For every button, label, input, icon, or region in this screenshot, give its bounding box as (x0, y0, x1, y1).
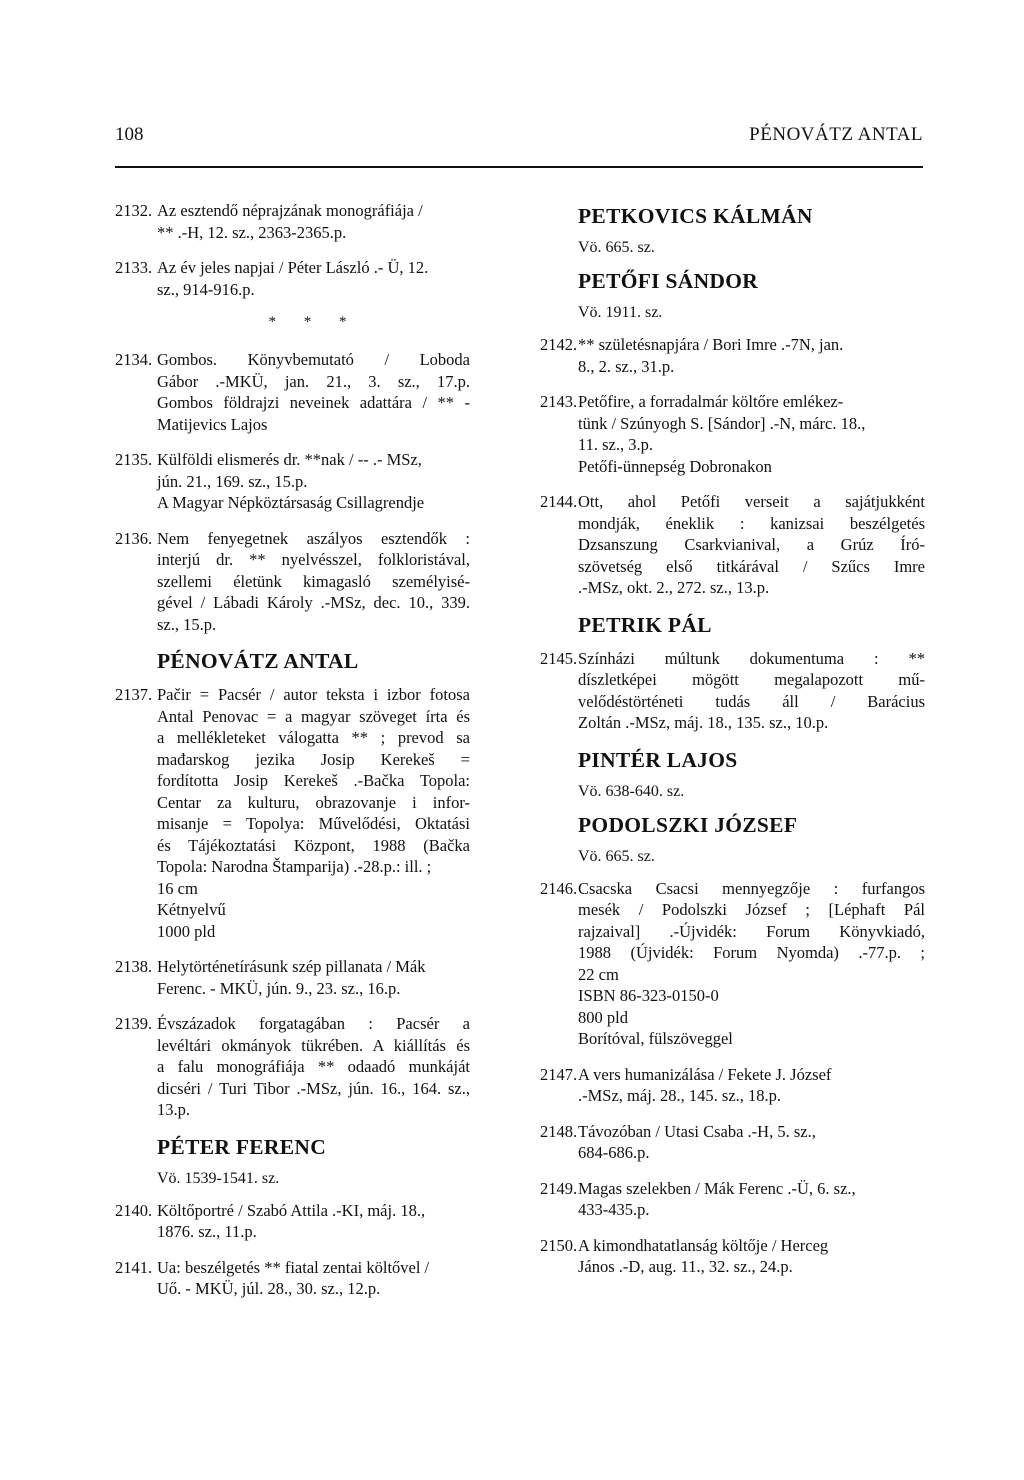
cross-reference: Vö. 665. sz. (578, 847, 655, 865)
author-heading: PÉTER FERENC (157, 1134, 327, 1159)
entry-line: Magas szelekben / Mák Ferenc .-Ü, 6. sz., (578, 1178, 856, 1198)
cross-reference: Vö. 1539-1541. sz. (157, 1169, 280, 1187)
entry-line: 22 cm (578, 964, 619, 984)
entry-line: a mellékleteket válogatta ** ; prevod sa (157, 728, 470, 747)
entry-line: mesék / Podolszki József ; [Léphaft Pál (578, 900, 925, 919)
entry-line: a falu monográfiája ** odaadó munkáját (157, 1057, 470, 1076)
entry-2142 (540, 334, 925, 377)
entry-number: 2136. (115, 528, 153, 548)
entry-number: 2144. (540, 492, 578, 511)
entry-2138 (115, 956, 470, 999)
entry-line: ISBN 86-323-0150-0 (578, 986, 719, 1005)
entry-line: Centar za kulturu, obrazovanje i infor- (157, 792, 470, 812)
section-separator: * * * (268, 314, 359, 330)
entry-line: 8., 2. sz., 31.p. (578, 356, 675, 376)
entry-number: 2143. (540, 392, 578, 411)
entry-2145 (540, 648, 925, 734)
entry-line: Petőfi-ünnepség Dobronakon (578, 456, 772, 476)
entry-line: sz., 15.p. (157, 614, 217, 634)
header-rule (115, 166, 923, 168)
entry-line: jún. 21., 169. sz., 15.p. (157, 471, 308, 491)
entry-line: dicséri / Turi Tibor .-MSz, jún. 16., 164. sz., (157, 1078, 470, 1098)
entry-2137 (115, 684, 470, 942)
entry-number: 2148. (540, 1121, 578, 1141)
entry-line: szövetség első titkárával / Szűcs Imre (578, 556, 925, 576)
entry-line: Nem fenyegetnek aszályos esztendők : (157, 528, 470, 548)
entry-number: 2134. (115, 350, 153, 369)
author-heading: PÉNOVÁTZ ANTAL (157, 649, 359, 673)
entry-line: 433-435.p. (578, 1200, 650, 1219)
entry-line: Antal Penovac = a magyar szöveget írta és (157, 706, 470, 726)
entry-line: 16 cm (157, 878, 198, 898)
cross-reference: Vö. 665. sz. (578, 239, 655, 256)
entry-line: Uő. - MKÜ, júl. 28., 30. sz., 12.p. (157, 1279, 381, 1298)
entry-line: Topola: Narodna Štamparija) .-28.p.: ill. ; (157, 857, 432, 876)
cross-reference: Vö. 638-640. sz. (578, 782, 685, 800)
entry-line: A Magyar Népköztársaság Csillagrendje (157, 493, 425, 512)
entry-2147 (540, 1064, 925, 1107)
entry-line: ** .-H, 12. sz., 2363-2365.p. (157, 222, 347, 242)
entry-line: 1876. sz., 11.p. (157, 1222, 257, 1241)
entry-2141 (115, 1257, 470, 1300)
running-title: PÉNOVÁTZ ANTAL (749, 124, 923, 145)
entry-line: Ua: beszélgetés ** fiatal zentai költővel / (157, 1257, 430, 1277)
entry-2150 (540, 1235, 925, 1278)
entry-2134 (115, 349, 470, 435)
entry-line: 11. sz., 3.p. (578, 435, 654, 454)
entry-2139 (115, 1013, 470, 1121)
entry-line: szellemi életünk kimagasló személyisé- (157, 571, 470, 591)
running-head (115, 124, 923, 152)
entry-line: Pačir = Pacsér / autor teksta i izbor fotosa (157, 685, 470, 704)
entry-number: 2133. (115, 258, 153, 277)
entry-2135 (115, 449, 470, 514)
entry-2136 (115, 528, 470, 636)
entry-line: 684-686.p. (578, 1143, 650, 1162)
entry-line: ** születésnapjára / Bori Imre .-7N, jan. (578, 335, 844, 354)
entry-line: Gombos. Könyvbemutató / Loboda (157, 350, 470, 369)
entry-line: Borítóval, fülszöveggel (578, 1029, 733, 1048)
entry-line: Az év jeles napjai / Péter László .- Ü, 12. (157, 258, 429, 277)
entry-line: Gombos földrajzi neveinek adattára / ** - (157, 393, 470, 412)
entry-line: díszletképei mögött megalapozott mű- (578, 670, 925, 689)
entry-line: fordította Josip Kerekeš .-Bačka Topola: (157, 771, 470, 790)
entry-line: Évszázadok forgatagában : Pacsér a (157, 1014, 470, 1033)
entry-line: 1000 pld (157, 921, 216, 941)
entry-line: Kétnyelvű (157, 900, 226, 919)
entry-number: 2145. (540, 648, 578, 668)
entry-line: interjú dr. ** nyelvésszel, folkloristával, (157, 550, 470, 569)
entry-line: Ott, ahol Petőfi verseit a sajátjukként (578, 492, 925, 511)
entry-number: 2146. (540, 878, 578, 898)
entry-number: 2138. (115, 957, 153, 976)
right-column (540, 200, 925, 1292)
entry-line: Távozóban / Utasi Csaba .-H, 5. sz., (578, 1121, 816, 1141)
entry-line: rajzaival] .-Újvidék: Forum Könyvkiadó, (578, 921, 925, 941)
author-heading: PETRIK PÁL (578, 612, 712, 637)
entry-line: Helytörténetírásunk szép pillanata / Mák (157, 957, 426, 976)
entry-2149 (540, 1178, 925, 1221)
entry-line: velődéstörténeti tudás áll / Barácius (578, 691, 925, 711)
entry-line: tünk / Szúnyogh S. [Sándor] .-N, márc. 18., (578, 413, 866, 433)
entry-line: 1988 (Újvidék: Forum Nyomda) .-77.p. ; (578, 943, 925, 962)
entry-line: A kimondhatatlanság költője / Herceg (578, 1235, 829, 1255)
entry-number: 2140. (115, 1200, 153, 1220)
entry-2133 (115, 257, 470, 300)
entry-number: 2149. (540, 1178, 578, 1198)
entry-line: János .-D, aug. 11., 32. sz., 24.p. (578, 1257, 793, 1276)
author-heading: PETŐFI SÁNDOR (578, 269, 759, 293)
entry-line: Csacska Csacsi mennyegzője : furfangos (578, 878, 925, 898)
entry-2143 (540, 391, 925, 477)
entry-2144 (540, 491, 925, 599)
author-heading: PINTÉR LAJOS (578, 747, 738, 772)
entry-2148 (540, 1121, 925, 1164)
entry-2132 (115, 200, 470, 243)
entry-line: Petőfire, a forradalmár költőre emlékez- (578, 392, 844, 411)
entry-line: mađarskog jezika Josip Kerekeš = (157, 749, 470, 769)
entry-line: Zoltán .-MSz, máj. 18., 135. sz., 10.p. (578, 713, 829, 732)
entry-line: A vers humanizálása / Fekete J. József (578, 1064, 832, 1084)
entry-line: misanje = Topolya: Művelődési, Oktatási (157, 814, 470, 833)
entry-number: 2135. (115, 450, 153, 469)
entry-number: 2137. (115, 685, 153, 704)
entry-line: mondják, éneklik : kanizsai beszélgetés (578, 513, 925, 533)
entry-line: és Tájékoztatási Központ, 1988 (Bačka (157, 835, 470, 855)
entry-line: Az esztendő néprajzának monográfiája / (157, 201, 423, 220)
cross-reference: Vö. 1911. sz. (578, 304, 663, 321)
entry-2140 (115, 1200, 470, 1243)
entry-2146 (540, 878, 925, 1050)
entry-line: Dzsanszung Csarkvianival, a Grúz Író- (578, 535, 925, 554)
entry-line: 13.p. (157, 1100, 190, 1119)
entry-line: Gábor .-MKÜ, jan. 21., 3. sz., 17.p. (157, 371, 470, 391)
entry-line: gével / Lábadi Károly .-MSz, dec. 10., 339. (157, 593, 470, 612)
entry-line: levéltári okmányok tükrében. A kiállítás és (157, 1035, 470, 1055)
entry-number: 2142. (540, 335, 578, 354)
entry-line: Külföldi elismerés dr. **nak / -- .- MSz, (157, 450, 422, 469)
entry-number: 2139. (115, 1014, 153, 1033)
entry-number: 2141. (115, 1257, 153, 1277)
entry-line: Matijevics Lajos (157, 414, 268, 434)
entry-number: 2147. (540, 1064, 578, 1084)
entry-number: 2150. (540, 1235, 578, 1255)
entry-line: Színházi múltunk dokumentuma : ** (578, 648, 925, 668)
entry-line: 800 pld (578, 1007, 628, 1027)
entry-number: 2132. (115, 201, 153, 220)
entry-line: Költőportré / Szabó Attila .-KI, máj. 18., (157, 1200, 426, 1220)
entry-line: sz., 914-916.p. (157, 279, 255, 299)
author-heading: PODOLSZKI JÓZSEF (578, 812, 798, 837)
entry-line: Ferenc. - MKÜ, jún. 9., 23. sz., 16.p. (157, 978, 401, 998)
page-number: 108 (115, 124, 144, 145)
entry-line: .-MSz, okt. 2., 272. sz., 13.p. (578, 578, 770, 597)
author-heading: PETKOVICS KÁLMÁN (578, 204, 813, 228)
left-column (115, 200, 470, 1314)
entry-line: .-MSz, máj. 28., 145. sz., 18.p. (578, 1086, 782, 1105)
